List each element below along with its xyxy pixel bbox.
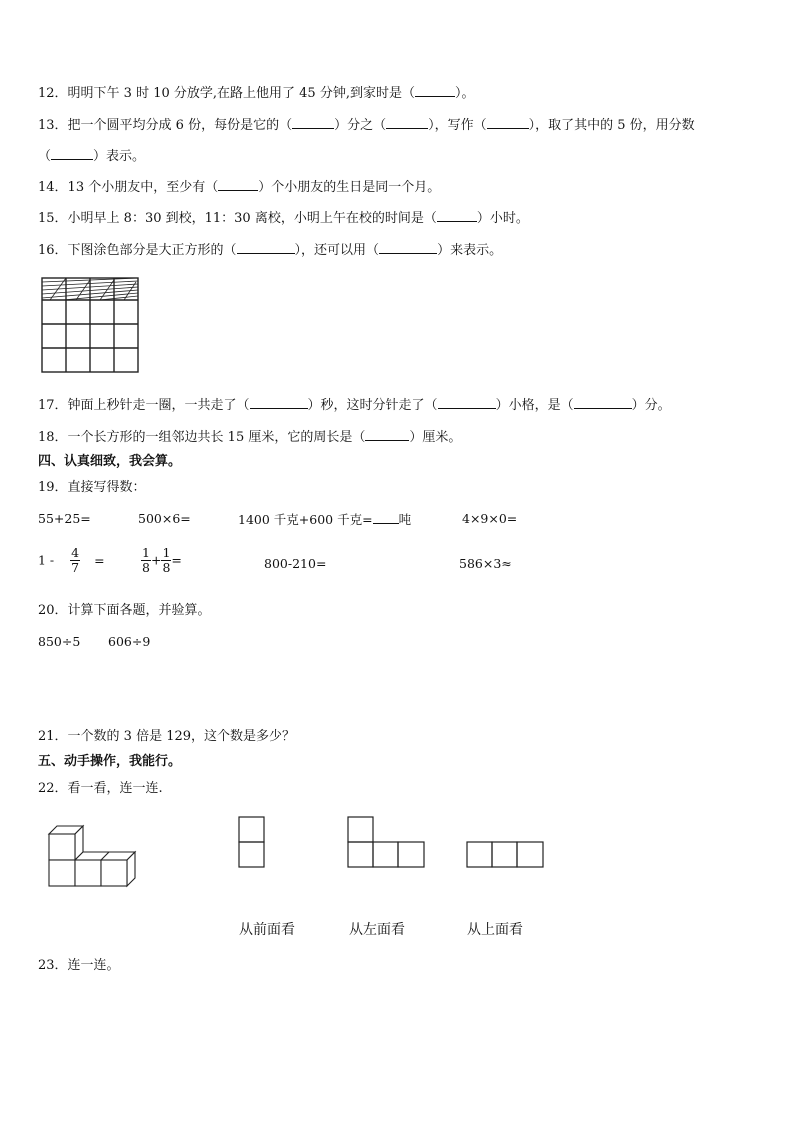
fraction-numerator: 4 [71, 545, 80, 560]
question-22-title: 22．看一看，连一连. [38, 781, 163, 796]
q18-text: 18．一个长方形的一组邻边共长 15 厘米，它的周长是（ [38, 430, 366, 445]
q19-expr-5-lead: 1 - [38, 552, 55, 568]
q19-expr-5 [38, 546, 105, 575]
section-4-heading: 四、认真细致，我会算。 [38, 454, 182, 469]
q17-blank-3[interactable] [574, 396, 632, 409]
q22-view-two-stacked [238, 816, 266, 870]
q20-expr-2: 606÷9 [108, 634, 151, 649]
q19-expr-7: 800-210= [264, 556, 327, 571]
q12-text: 12．明明下午 3 时 10 分放学,在路上他用了 45 分钟,到家时是（ [38, 86, 415, 101]
question-21: 21．一个数的 3 倍是 129，这个数是多少？ [38, 729, 296, 744]
fraction-denominator: 8 [162, 560, 171, 575]
q13-text-c: ），写作（ [428, 118, 487, 133]
q16-text-c: ）来表示。 [437, 243, 503, 258]
question-17 [38, 396, 671, 414]
question-16 [38, 241, 502, 259]
q13-blank-3[interactable] [487, 116, 529, 129]
q17-blank-2[interactable] [438, 396, 496, 409]
q18-text-end: ）厘米。 [409, 430, 462, 445]
question-14 [38, 178, 440, 196]
question-12 [38, 84, 474, 102]
q12-text-end: ）。 [454, 86, 475, 101]
q18-answer-blank[interactable] [365, 428, 409, 441]
q13-text-e: （ [38, 149, 52, 164]
q17-text-b: ）秒，这时分针走了（ [307, 398, 438, 413]
q15-text: 15．小明早上 8：30 到校，11：30 离校，小明上午在校的时间是（ [38, 211, 437, 226]
q13-text-f: ）表示。 [93, 149, 146, 164]
question-23: 23．连一连。 [38, 958, 120, 973]
q15-text-end: ）小时。 [476, 211, 529, 226]
q13-text-b: ）分之（ [334, 118, 387, 133]
q17-text-a: 17．钟面上秒针走一圈，一共走了（ [38, 398, 250, 413]
q13-blank-2[interactable] [386, 116, 428, 129]
q17-text-d: ）分。 [631, 398, 671, 413]
q19-expr-1: 55+25= [38, 511, 91, 526]
q16-blank-1[interactable] [237, 241, 295, 254]
q22-view-row-of-three [466, 840, 546, 870]
q19-expr-3-unit: 吨 [398, 512, 412, 527]
question-13-line-2 [38, 147, 145, 165]
q16-text-b: ），还可以用（ [294, 243, 380, 258]
q13-text-d: ），取了其中的 5 份，用分数 [528, 118, 695, 133]
fraction-numerator: 1 [162, 545, 171, 560]
q16-blank-2[interactable] [379, 241, 437, 254]
q17-text-c: ）小格，是（ [495, 398, 574, 413]
q19-expr-4: 4×9×0= [462, 511, 518, 526]
question-19-title: 19．直接写得数： [38, 480, 146, 495]
q12-answer-blank[interactable] [415, 84, 455, 97]
q20-expr-1: 850÷5 [38, 634, 81, 649]
q15-answer-blank[interactable] [437, 209, 477, 222]
q19-expr-2: 500×6= [138, 511, 191, 526]
question-18 [38, 428, 461, 446]
q19-expr-6 [141, 546, 182, 575]
q19-expr-5-equals: = [94, 552, 105, 568]
q14-answer-blank[interactable] [218, 178, 258, 191]
section-5-heading: 五、动手操作，我能行。 [38, 754, 182, 769]
q19-expr-3-blank[interactable] [373, 511, 399, 524]
q19-expr-3-text: 1400 千克+600 千克= [238, 512, 373, 527]
q17-blank-1[interactable] [250, 396, 308, 409]
q13-text-a: 13．把一个圆平均分成 6 份，每份是它的（ [38, 118, 293, 133]
q22-cube-stack-figure [46, 824, 138, 890]
q22-view-l-shape [347, 816, 427, 870]
q19-fraction-1-8-a [141, 546, 151, 575]
question-13-line-1 [38, 116, 695, 134]
q16-text-a: 16．下图涂色部分是大正方形的（ [38, 243, 237, 258]
q22-label-left-view: 从左面看 [349, 922, 405, 938]
question-20-title: 20．计算下面各题，并验算。 [38, 603, 211, 618]
q19-fraction-4-7 [70, 546, 80, 575]
question-15 [38, 209, 529, 227]
q13-blank-4[interactable] [51, 147, 93, 160]
q22-label-top-view: 从上面看 [467, 922, 523, 938]
fraction-denominator: 8 [142, 560, 150, 575]
q22-label-front-view: 从前面看 [239, 922, 295, 938]
q19-expr-6-equals: = [171, 552, 182, 568]
q19-expr-8: 586×3≈ [459, 556, 512, 571]
q19-expr-3 [238, 511, 411, 528]
fraction-numerator: 1 [142, 545, 150, 560]
q19-fraction-1-8-b [161, 546, 171, 575]
q16-square-grid-figure [40, 276, 140, 374]
q13-blank-1[interactable] [292, 116, 334, 129]
fraction-denominator: 7 [71, 560, 80, 575]
q19-expr-6-plus: + [150, 552, 162, 568]
q14-text-end: ）个小朋友的生日是同一个月。 [258, 180, 441, 195]
q14-text: 14．13 个小朋友中，至少有（ [38, 180, 219, 195]
